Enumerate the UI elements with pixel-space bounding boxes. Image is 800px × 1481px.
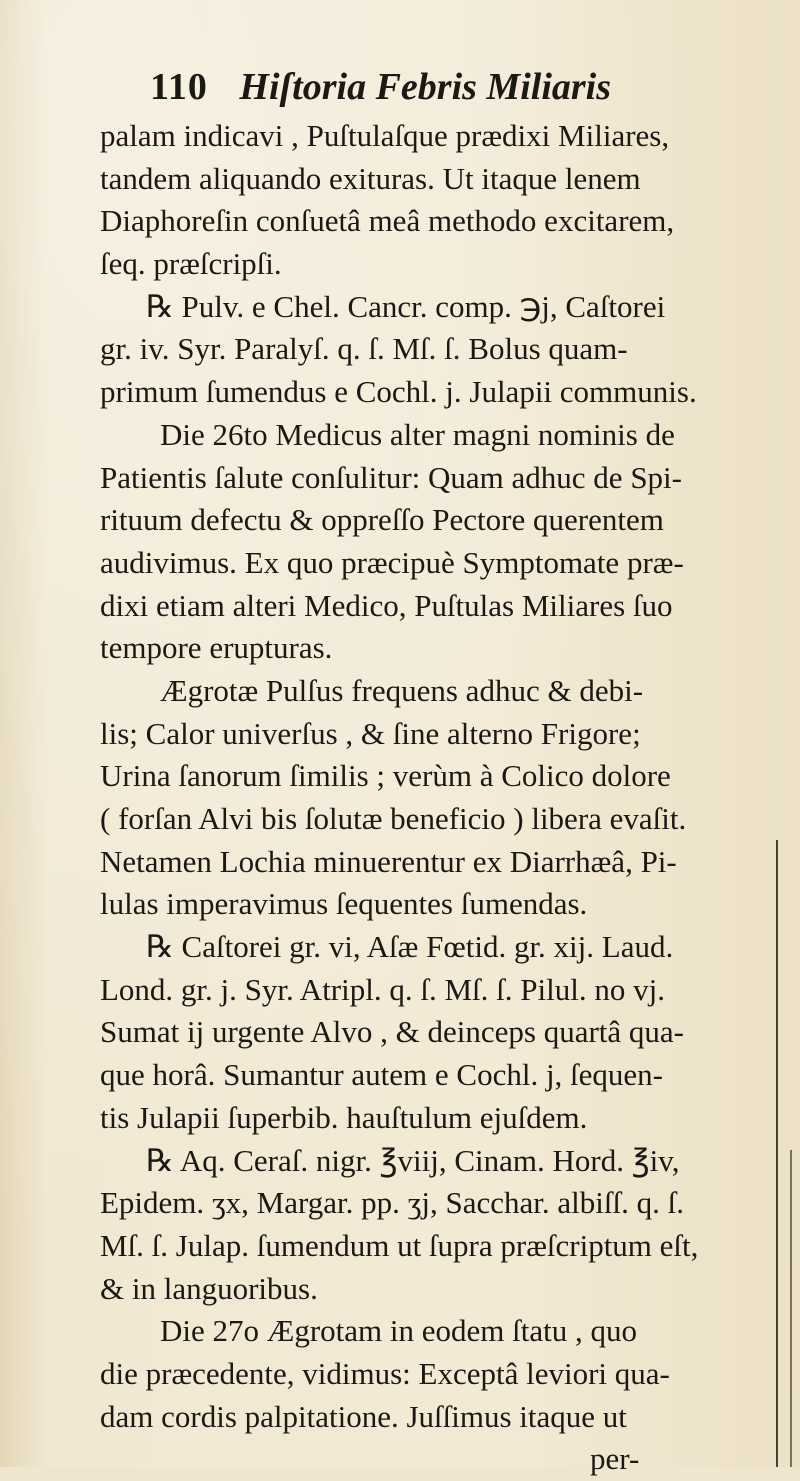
text-line: tis Julapii ſuperbib. hauſtulum ejuſdem. (100, 1099, 588, 1135)
text-line: Lond. gr. j. Syr. Atripl. q. ſ. Mſ. ſ. Pilul. no vj. (100, 971, 665, 1007)
text-line: Mſ. ſ. Julap. ſumendum ut ſupra præſcriptum eſt, (100, 1227, 699, 1263)
text-line: tempore erupturas. (100, 630, 333, 666)
text-line: rituum defectu & oppreſſo Pectore querentem (100, 502, 664, 538)
text-line: Patientis ſalute conſulitur: Quam adhuc de Spi- (100, 459, 682, 495)
text-line: primum ſumendus e Cochl. j. Julapii communis. (100, 374, 697, 410)
running-title: Hiſtoria Febris Miliaris (239, 66, 612, 108)
page-edge-shadow (790, 1150, 792, 1467)
prescription-line: ℞ Caſtorei gr. vi, Aſæ Fœtid. gr. xij. Laud. (146, 929, 674, 965)
page-number: 110 (150, 66, 208, 108)
text-line: Diaphoreſin conſuetâ meâ methodo excitarem, (100, 203, 675, 239)
text-line: palam indicavi , Puſtulaſque prædixi Miliares, (100, 118, 670, 153)
running-header (150, 62, 770, 112)
text-line: dam cordis palpitatione. Juſſimus itaque ut (100, 1398, 627, 1434)
text-line: die præcedente, vidimus: Exceptâ leviori qua- (100, 1355, 670, 1391)
text-line: & in languoribus. (100, 1270, 318, 1306)
text-line: Epidem. ʒx, Margar. pp. ʒj, Sacchar. albiſſ. q. ſ. (100, 1185, 684, 1221)
prescription-line: ℞ Pulv. e Chel. Cancr. comp. ℈j, Caſtorei (146, 288, 666, 324)
text-line: Die 27o Ægrotam in eodem ſtatu , quo (160, 1313, 637, 1349)
text-line: Netamen Lochia minuerentur ex Diarrhæâ, Pi- (100, 843, 677, 879)
text-line: Ægrotæ Pulſus frequens adhuc & debi- (160, 672, 644, 708)
text-line: que horâ. Sumantur autem e Cochl. j, ſequen- (100, 1057, 664, 1093)
text-line: lulas imperavimus ſequentes ſumendas. (100, 886, 588, 922)
text-line: Sumat ij urgente Alvo , & deinceps quartâ qua- (100, 1014, 684, 1050)
text-line: gr. iv. Syr. Paralyſ. q. ſ. Mſ. ſ. Bolus quam- (100, 331, 628, 367)
text-line: tandem aliquando exituras. Ut itaque lenem (100, 160, 641, 196)
prescription-line: ℞ Aq. Ceraſ. nigr. ℥viij, Cinam. Hord. ℥iv, (146, 1142, 680, 1178)
catchword: per- (590, 1441, 640, 1477)
text-line: ( forſan Alvi bis ſolutæ beneficio ) libera evaſit. (100, 801, 687, 836)
text-line: ſeq. præſcripſi. (100, 246, 282, 282)
text-line: Die 26to Medicus alter magni nominis de (160, 416, 675, 452)
text-line: Urina ſanorum ſimilis ; verùm à Colico dolore (100, 758, 671, 794)
text-line: lis; Calor univerſus , & ſine alterno Frigore; (100, 715, 641, 751)
text-line: audivimus. Ex quo præcipuè Symptomate præ- (100, 544, 684, 580)
body-text (100, 115, 790, 1481)
text-line: dixi etiam alteri Medico, Puſtulas Miliares ſuo (100, 587, 673, 623)
